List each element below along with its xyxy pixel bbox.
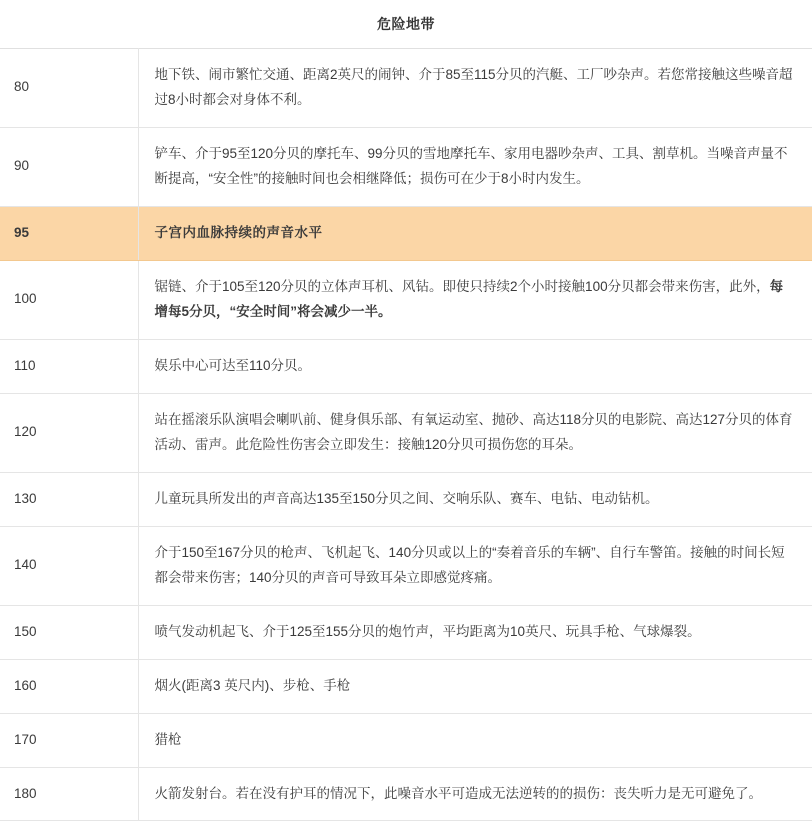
cell-description: 猎枪 [138, 713, 812, 767]
cell-decibel-level: 160 [0, 659, 138, 713]
cell-description: 介于150至167分贝的枪声、飞机起飞、140分贝或以上的“奏着音乐的车辆”、自行车警笛。接触的时间长短都会带来伤害；140分贝的声音可导致耳朵立即感觉疼痛。 [138, 526, 812, 605]
cell-description: 娱乐中心可达至110分贝。 [138, 339, 812, 393]
cell-description: 火箭发射台。若在没有护耳的情况下，此噪音水平可造成无法逆转的的损伤：丧失听力是无可避免了。 [138, 767, 812, 821]
cell-decibel-level: 110 [0, 339, 138, 393]
table-row [0, 767, 812, 821]
cell-decibel-level: 150 [0, 605, 138, 659]
cell-description [138, 260, 812, 339]
page-title: 危险地带 [377, 16, 435, 32]
table-row [0, 393, 812, 472]
table-row [0, 206, 812, 260]
emphasis-text: 每增每5分贝，“安全时间”将会减少一半。 [154, 278, 784, 319]
cell-decibel-level: 95 [0, 206, 138, 260]
cell-description: 铲车、介于95至120分贝的摩托车、99分贝的雪地摩托车、家用电器吵杂声、工具、割草机。当噪音声量不断提高，“安全性”的接触时间也会相继降低；损伤可在少于8小时内发生。 [138, 127, 812, 206]
cell-decibel-level: 100 [0, 260, 138, 339]
table-row [0, 659, 812, 713]
table-row [0, 472, 812, 526]
table-row [0, 127, 812, 206]
cell-decibel-level: 120 [0, 393, 138, 472]
cell-description: 烟火(距离3 英尺内)、步枪、手枪 [138, 659, 812, 713]
cell-decibel-level: 130 [0, 472, 138, 526]
cell-description: 子宫内血脉持续的声音水平 [138, 206, 812, 260]
cell-decibel-level: 90 [0, 127, 138, 206]
table-row [0, 605, 812, 659]
cell-decibel-level: 170 [0, 713, 138, 767]
cell-decibel-level: 140 [0, 526, 138, 605]
table-row [0, 526, 812, 605]
table-row [0, 260, 812, 339]
cell-decibel-level: 80 [0, 49, 138, 128]
table-row [0, 339, 812, 393]
cell-description: 儿童玩具所发出的声音高达135至150分贝之间、交响乐队、赛车、电钻、电动钻机。 [138, 472, 812, 526]
noise-level-table [0, 48, 812, 821]
table-row [0, 49, 812, 128]
cell-decibel-level: 180 [0, 767, 138, 821]
cell-description: 地下铁、闹市繁忙交通、距离2英尺的闹钟、介于85至115分贝的汽艇、工厂吵杂声。若您常接触这些噪音超过8小时都会对身体不利。 [138, 49, 812, 128]
table-body [0, 49, 812, 821]
table-row [0, 713, 812, 767]
cell-description: 站在摇滚乐队演唱会喇叭前、健身俱乐部、有氧运动室、抛砂、高达118分贝的电影院、高达127分贝的体育活动、雷声。此危险性伤害会立即发生：接触120分贝可损伤您的耳朵。 [138, 393, 812, 472]
cell-description: 喷气发动机起飞、介于125至155分贝的炮竹声，平均距离为10英尺、玩具手枪、气球爆裂。 [138, 605, 812, 659]
description-text: 锯链、介于105至120分贝的立体声耳机、风钻。即使只持续2个小时接触100分贝都会带来伤害，此外， [154, 278, 770, 294]
